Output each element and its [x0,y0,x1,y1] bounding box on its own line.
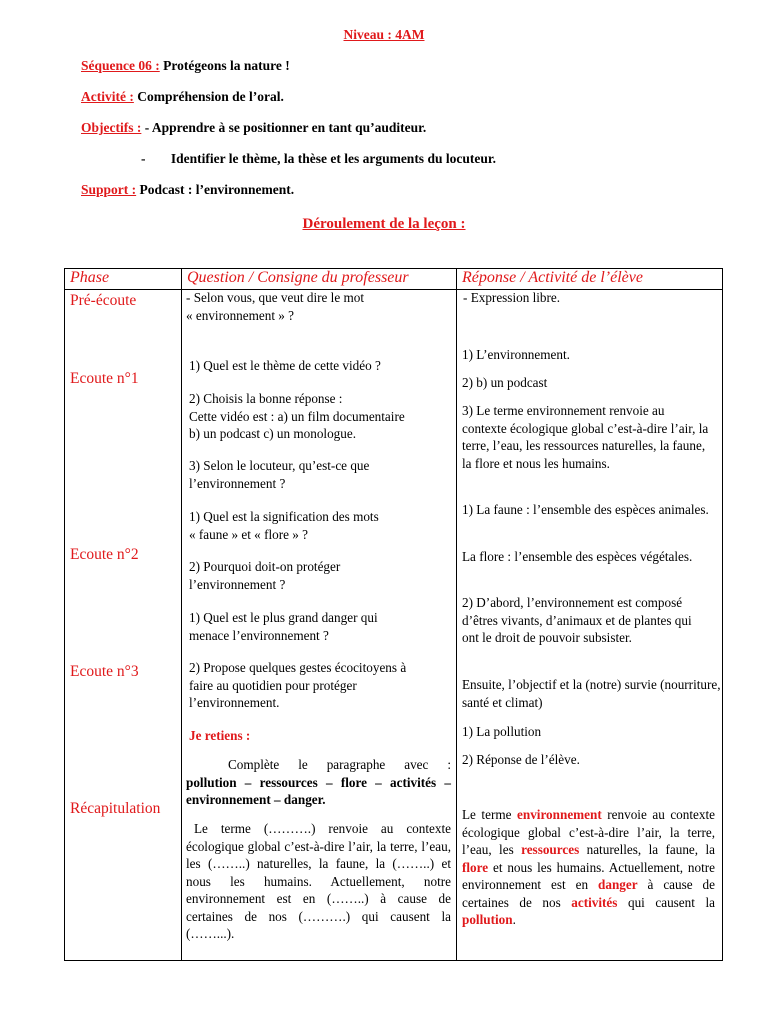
phase-ecoute-3: Ecoute n°3 [70,663,139,680]
answer-column [457,290,723,961]
header-phase: Phase [65,269,182,290]
question-column [182,290,457,961]
sequence-line [81,58,290,74]
answer-e2-2b: Ensuite, l’objectif et la (notre) survie (nourriture, santé et climat) [462,677,721,710]
fill-in-paragraph: Le terme (……….) renvoie au contexte écologique global c’est-à-dire l’air, la terre, l’eau, les (……..) naturelles, la faune, la (……..) et nous les humains. Actuellement, notre environnement est en (……..) à cause de certaines de nos (……….) qui causent la (……...). [186,821,451,941]
support-value: Podcast : l’environnement. [139,182,295,197]
phase-column [65,290,182,961]
question-e1-3: 3) Selon le locuteur, qu’est-ce que l’environnement ? [189,458,370,491]
lesson-table [64,268,723,961]
phase-recapitulation: Récapitulation [70,800,161,817]
phase-ecoute-1: Ecoute n°1 [70,370,139,387]
answer-pre-ecoute: - Expression libre. [463,290,561,305]
sequence-label: Séquence 06 : [81,58,160,73]
objective-2-line [141,151,496,167]
table-header-row [65,269,723,290]
phase-pre-ecoute: Pré-écoute [70,292,137,309]
support-label: Support : [81,182,137,197]
objectives-label: Objectifs : [81,120,142,135]
answer-e2-2a: 2) D’abord, l’environnement est composé d’êtres vivants, d’animaux et de plantes qui ont le droit de pouvoir subsister. [462,595,692,645]
question-e3-1: 1) Quel est le plus grand danger qui menace l’environnement ? [189,610,378,643]
question-e2-1: 1) Quel est la signification des mots « faune » et « flore » ? [189,509,379,542]
answer-e3-2: 2) Réponse de l’élève. [462,752,580,767]
activity-value: Compréhension de l’oral. [137,89,284,104]
answer-e1-2: 2) b) un podcast [462,375,548,390]
consigne: Complète le paragraphe avec : pollution – ressources – flore – activités – environnement – danger. [186,757,451,807]
answer-e3-1: 1) La pollution [462,724,542,739]
activity-line [81,89,284,105]
objective-1: - Apprendre à se positionner en tant qu’auditeur. [144,120,427,135]
lesson-title: Déroulement de la leçon : [302,216,466,232]
sequence-value: Protégeons la nature ! [163,58,290,73]
answer-recap-paragraph: Le terme environnement renvoie au contexte écologique global c’est-à-dire l’air, la terre, l’eau, les ressources naturelles, la faune, la flore et nous les humains. Actuellement, notre environnement est en danger à cause de certaines de nos activités qui causent la pollution. [462,807,715,927]
activity-label: Activité : [81,89,134,104]
question-e3-2: 2) Propose quelques gestes écocitoyens à faire au quotidien pour protéger l’environnement. [189,660,407,710]
table-body-row [65,290,723,961]
je-retiens-heading: Je retiens : [189,728,251,743]
support-line [81,182,294,198]
header-reponse: Réponse / Activité de l’élève [457,269,723,290]
answer-e1-1: 1) L’environnement. [462,347,570,362]
answer-e1-3: 3) Le terme environnement renvoie au contexte écologique global c’est-à-dire l’air, la terre, l’eau, les ressources naturelles, la faune, la flore et nous les humains. [462,403,709,471]
answer-e2-1b: La flore : l’ensemble des espèces végétales. [462,549,693,564]
question-pre-ecoute: - Selon vous, que veut dire le mot « environnement » ? [186,290,364,323]
level-title: Niveau : 4AM [343,27,425,42]
objective-2: Identifier le thème, la thèse et les arguments du locuteur. [170,151,496,166]
question-e1-1: 1) Quel est le thème de cette vidéo ? [189,358,381,373]
objective-2-dash: - [141,151,146,166]
answer-e2-1a: 1) La faune : l’ensemble des espèces animales. [462,502,709,517]
question-e2-2: 2) Pourquoi doit-on protéger l’environnement ? [189,559,341,592]
question-e1-2: 2) Choisis la bonne réponse : Cette vidéo est : a) un film documentaire b) un podcast c) un monologue. [189,391,405,441]
header-question: Question / Consigne du professeur [182,269,457,290]
objectives-line [81,120,426,136]
phase-ecoute-2: Ecoute n°2 [70,546,139,563]
